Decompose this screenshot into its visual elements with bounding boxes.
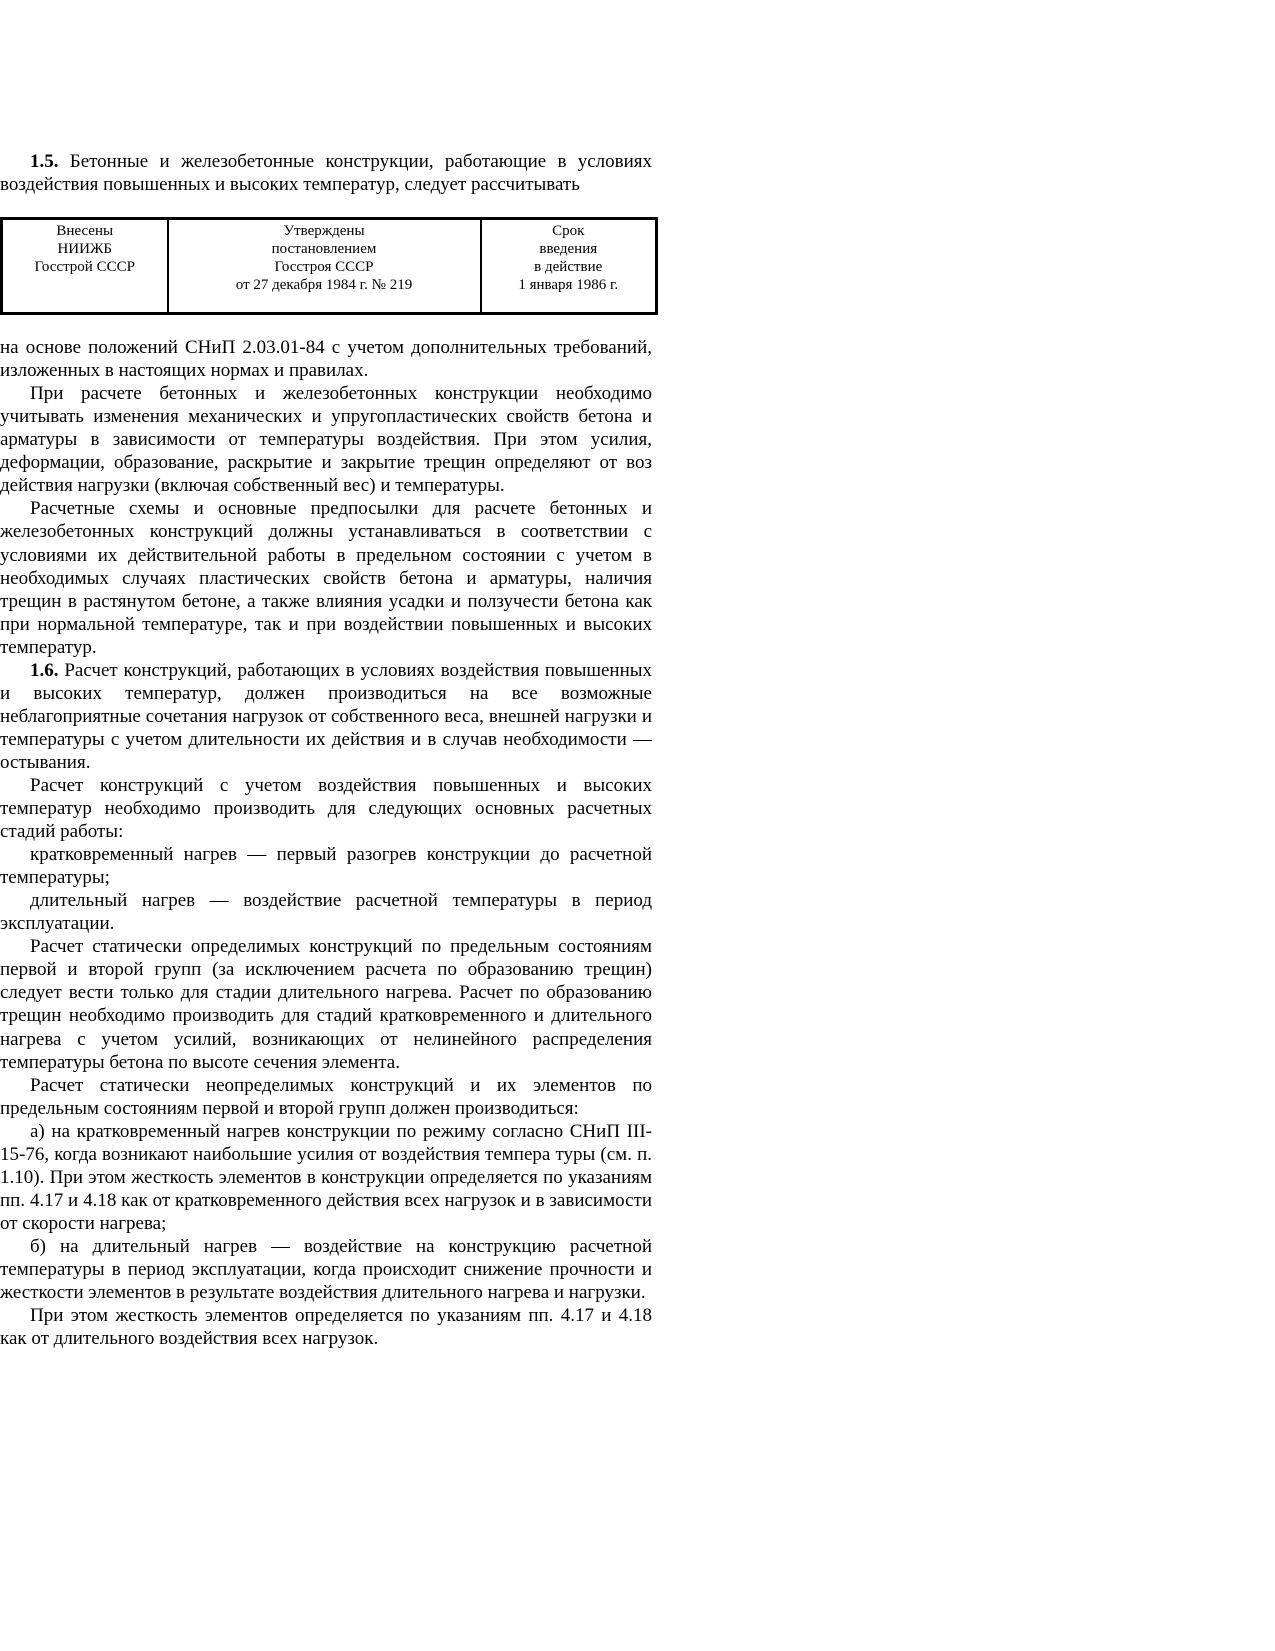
introduced-label: Внесены — [56, 223, 114, 240]
section-1-5-paragraph — [0, 150, 652, 196]
body-paragraph: Расчетные схемы и основные предпосылки для расчете бетонных и железобетонных конструкций должны устанавливаться в соответствии с условиями их действительной работы в предельном состоянии с учетом в необходимых случаях пластических свойств бетона и арматуры, наличия трещин в растянутом бетоне, а также влияния усадки и ползучести бетона как при нормальной температуре, так и при воздействии повышенных и высоких температур. — [0, 498, 652, 658]
list-item: а) на кратковременный нагрев конструкции по режиму согласно СНиП III-15-76, когда возникают наибольшие усилия от воздействия темпера туры (см. п. 1.10). При этом жесткость элементов в конструкции определяется по указаниям пп. 4.17 и 4.18 как от кратковременного действия всех нагрузок и в зависимости от скорости нагрева; — [0, 1120, 652, 1234]
section-text: Бетонные и железобетонные конструкции, работающие в условиях воздействия повышенных и высоких температур, следует рассчитывать — [0, 151, 652, 196]
body-paragraph: Расчет конструкций с учетом воздействия повышенных и высоких температур необходимо производить для следующих основных расчетных стадий работы: — [0, 774, 652, 843]
list-item: кратковременный нагрев — первый разогрев конструкции до расчетной температуры; — [0, 844, 652, 889]
approval-row — [2, 219, 657, 314]
list-item: б) на длительный нагрев — воздействие на конструкцию расчетной температуры в период эксплуатации, когда происходит снижение прочности и жесткости элементов в результате воздействия длительного нагрева и нагрузки. — [0, 1235, 652, 1304]
introduced-agency: Госстрой СССР — [34, 259, 135, 276]
introduced-by-cell — [2, 219, 168, 314]
list-item: длительный нагрев — воздействие расчетной температуры в период эксплуатации. — [0, 890, 652, 935]
body-paragraph: При этом жесткость элементов определяется по указаниям пп. 4.17 и 4.18 как от длительного воздействия всех нагрузок. — [0, 1305, 652, 1350]
body-paragraph: При расчете бетонных и железобетонных конструкции необходимо учитывать изменения механических и упругопластических свойств бетона и арматуры в зависимости от температуры воздействия. При этом усилия, деформации, образование, раскрытие и закрытие трещин определяют от воз действия нагрузки (включая собственный вес) и температуры. — [0, 383, 652, 497]
effective-label-1: Срок — [552, 223, 585, 240]
introduced-org: НИИЖБ — [57, 241, 113, 258]
effective-label-3: в действие — [534, 259, 603, 276]
approval-table — [0, 217, 658, 315]
approved-date: от 27 декабря 1984 г. № 219 — [235, 277, 413, 294]
effective-date-cell — [481, 219, 657, 314]
effective-label-2: введения — [539, 241, 598, 258]
approved-label: Утверждены — [283, 223, 365, 240]
approved-decree: постановлением — [271, 241, 377, 258]
section-text: Расчет конструкций, работающих в условиях воздействия повышенных и высоких температур, должен производиться на все возможные неблагоприятные сочетания нагрузок от собственного веса, внешней нагрузки и температуры с учетом длительности их действия и в случав необходимости — остывания. — [0, 659, 653, 773]
effective-date: 1 января 1986 г. — [518, 277, 619, 294]
section-number: 1.6. — [30, 659, 59, 681]
body-paragraph: Расчет статически неопределимых конструкций и их элементов по предельным состояниям первой и второй групп должен производиться: — [0, 1074, 652, 1119]
approved-by-cell — [168, 219, 481, 314]
section-number: 1.5. — [30, 151, 59, 172]
body-paragraph: Расчет статически определимых конструкций по предельным состояниям первой и второй групп (за исключением расчета по образованию трещин) следует вести только для стадии длительного нагрева. Расчет по образованию трещин необходимо производить для стадий кратковременного и длительного нагрева с учетом усилий, возникающих от нелинейного распределения температуры бетона по высоте сечения элемента. — [0, 936, 652, 1073]
document-column — [0, 150, 652, 1350]
section-1-6-paragraph — [0, 659, 652, 774]
body-paragraph: на основе положений СНиП 2.03.01-84 с учетом дополнительных требований, изложенных в настоящих нормах и правилах. — [0, 337, 652, 382]
approved-agency: Госстроя СССР — [274, 259, 374, 276]
